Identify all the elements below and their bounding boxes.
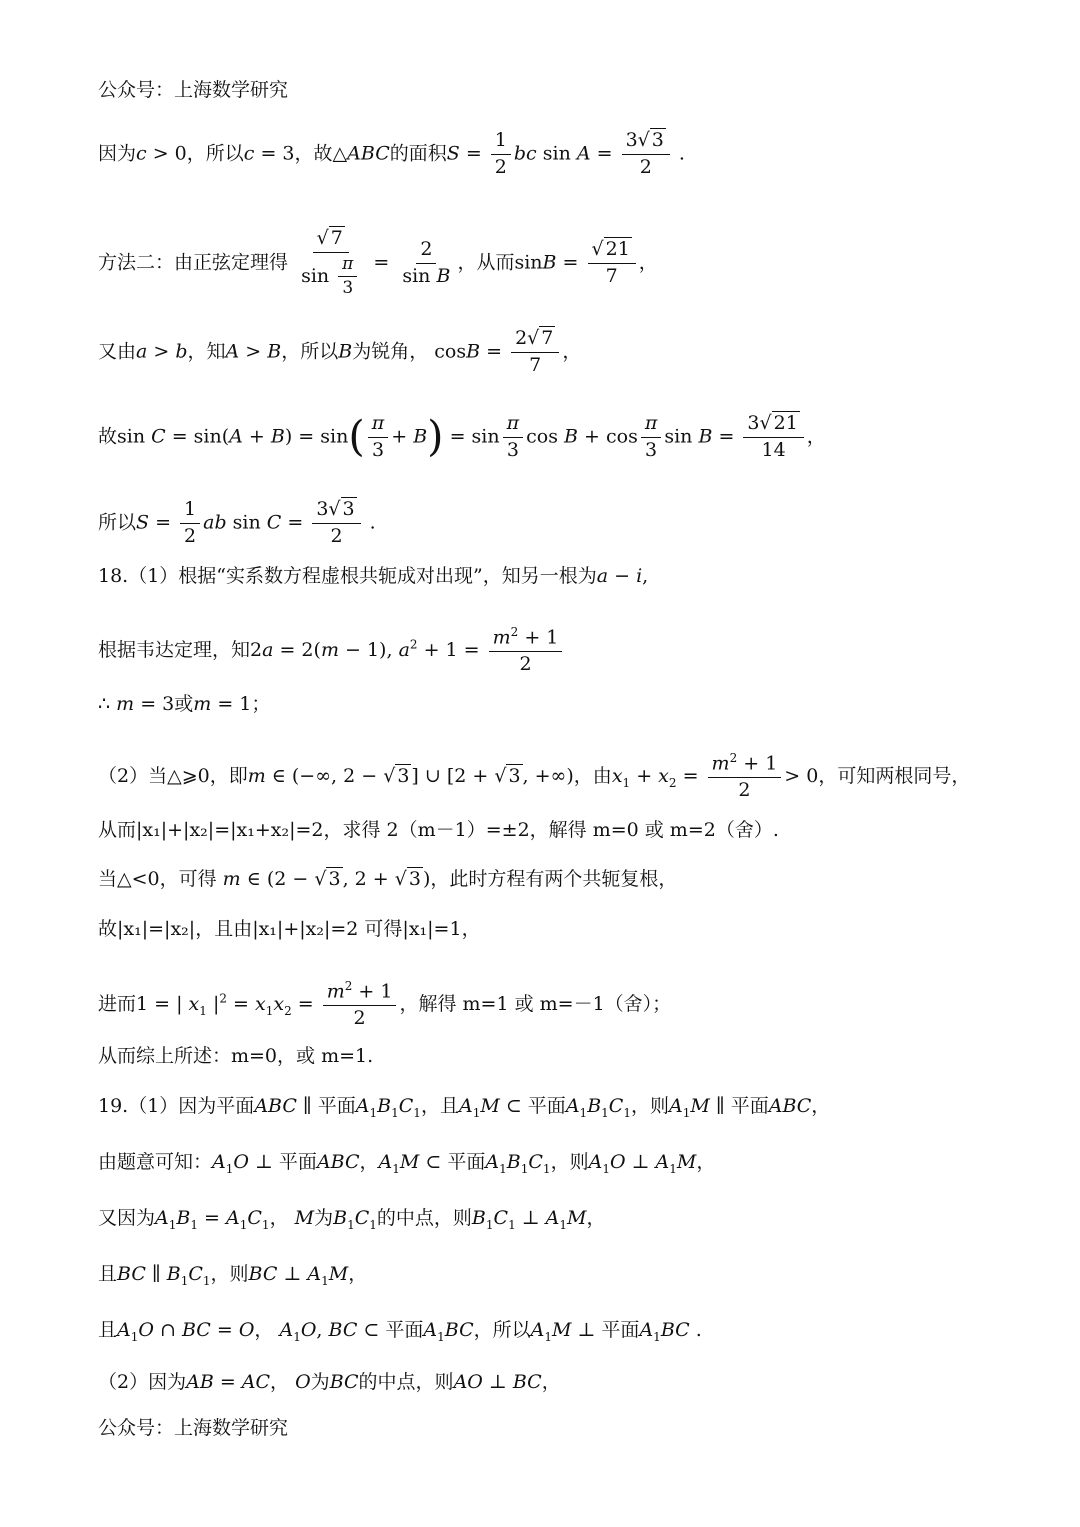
vieta-line: 根据韦达定理，知2a = 2(m − 1), $a^2 + 1$ = $\frac{m^2 + 1}{2}$ [98,626,565,676]
page-footer: 公众号：上海数学研究 [98,1417,289,1439]
conclusion-line: 且$A_1O$ ∩ BC = O， $A_1O$, BC ⊂ 平面$A_1BC$，所以$A_1M$ ⊥ 平面$A_1BC$ . [98,1319,702,1344]
modulus-line: 故|x₁|=|x₂|，且由|x₁|+|x₂|=2 可得|x₁|=1， [98,918,481,940]
page-header: 公众号：上海数学研究 [98,79,289,101]
q18-part2-line: （2）当△⩾0，即m ∈ (−∞, 2 − √ 3 ] ∪ [2 + √ 3 , +∞)，由$x_1 + x_2$ = $\frac{m^2 + 1}{2}$ > 0，可知两根同号， [98,751,971,802]
sinc-line: 故sin C = sin(A + B) = sin( $\frac{\pi}{3}$ + B) = sin $\frac{\pi}{3}$ cos B + cos $\frac{\pi}{3}$ sin B = $\frac{3√ 21}{14}$ ， [98,411,826,461]
acute-angle-line: 又由a > b，知A > B，所以B为锐角， cosB = $\frac{2√ 7}{7}$ ， [98,327,582,376]
abs-sum-line: 从而|x₁|+|x₂|=|x₁+x₂|=2，求得 2（m－1）=±2，解得 m=0 或 m=2（舍）. [98,819,779,841]
q19-part1-line: 19.（1）因为平面ABC ∥ 平面$A_1B_1C_1$，且$A_1M$ ⊂ 平面$A_1B_1C_1$，则$A_1M$ ∥ 平面ABC， [98,1095,831,1120]
area-result-line: 所以S = $\frac{1}{2}$ ab sin C = $\frac{3√ 3}{2}$ . [98,498,376,547]
midpoint-line: 又因为$A_1B_1 = A_1C_1$， M为$B_1C_1$的中点，则$B_1C_1$ ⊥ $A_1M$， [98,1207,606,1232]
product-line: 进而1 = | $x_1$ $|^2 = x_1x_2$ = $\frac{m^2 + 1}{2}$ ，解得 m=1 或 m=－1（舍）； [98,979,672,1030]
parallel-line: 且BC ∥ $B_1C_1$，则BC ⊥ $A_1M$， [98,1263,368,1288]
summary-line: 从而综上所述：m=0，或 m=1. [98,1045,374,1067]
m-result-line: ∴ m = 3或m = 1； [98,693,271,715]
q18-part1-line: 18.（1）根据“实系数方程虚根共轭成对出现”，知另一根为a − i, [98,565,649,587]
q19-part2-line: （2）因为AB = AC， O为BC的中点，则AO ⊥ BC， [98,1371,561,1393]
delta-negative-line: 当△<0，可得 m ∈ (2 − √ 3 , 2 + √ 3 )，此时方程有两个共轭复根， [98,868,678,890]
perpendicular-line-1: 由题意可知：$A_1O$ ⊥ 平面ABC，$A_1M$ ⊂ 平面$A_1B_1C_1$，则$A_1O$ ⊥ $A_1M$， [98,1151,716,1176]
method-two-line: 方法二：由正弦定理得 √ 7 sin $\frac{\pi}{3}$ = $\frac{2}{\text{sin B}}$ ，从而sinB = $\frac{√ 21}{7}$ ， [98,227,658,299]
area-line: 因为c > 0，所以c = 3，故△ABC的面积S = $\frac{1}{2}$ bc sin A = $\frac{3√ 3}{2}$ . [98,129,685,178]
